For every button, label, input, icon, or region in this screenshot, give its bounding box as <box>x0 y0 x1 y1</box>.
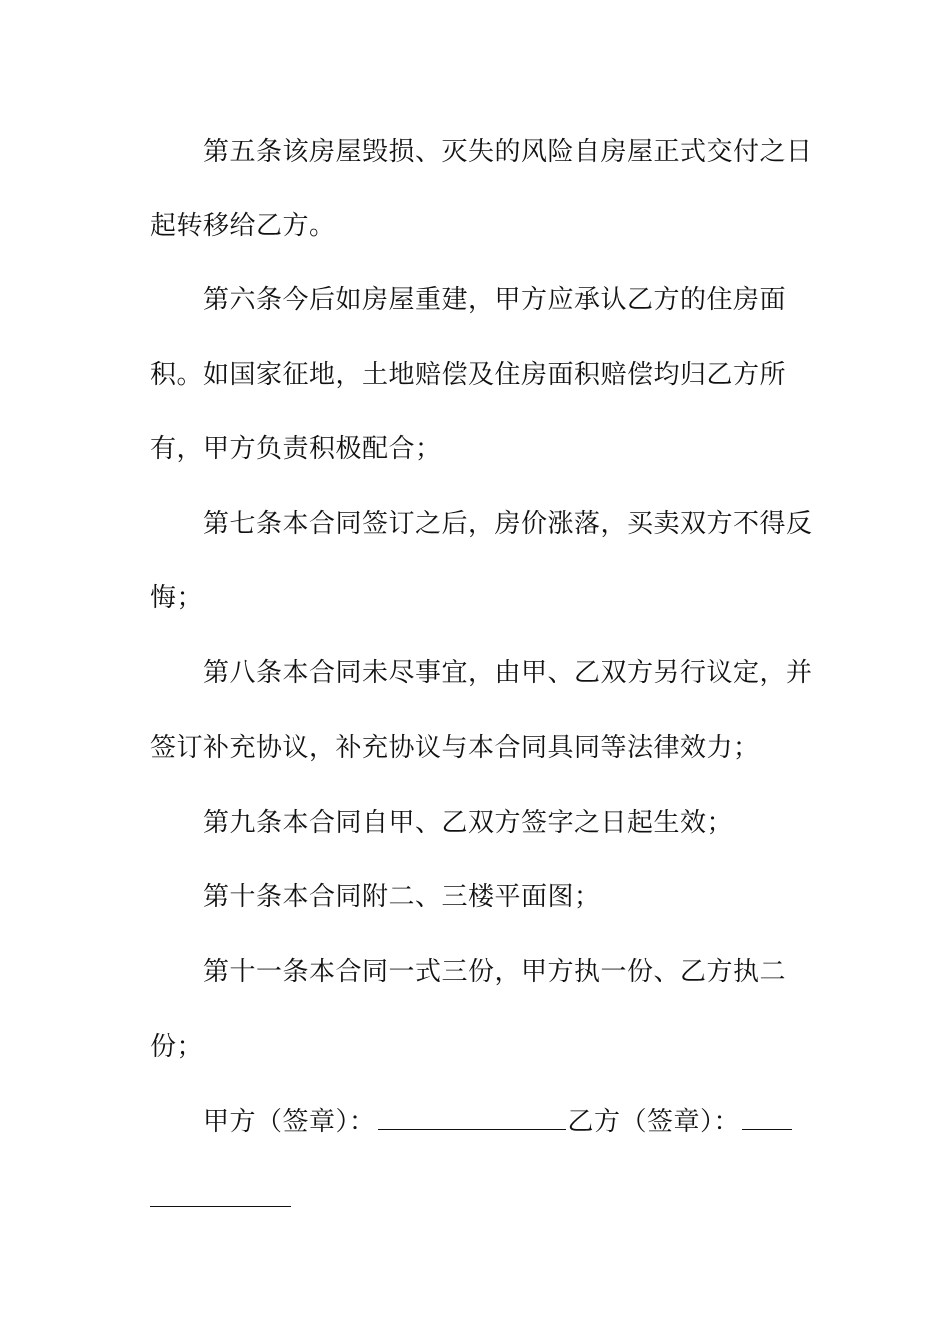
party-b-signature-blank-continued[interactable] <box>150 1206 291 1207</box>
party-b-signature-label: 乙方（签章）： <box>567 1107 741 1137</box>
paragraph-line: 第十条本合同附二、三楼平面图； <box>203 882 601 912</box>
paragraph-line: 第七条本合同签订之后，房价涨落，买卖双方不得反 <box>203 509 813 539</box>
party-a-signature-blank[interactable] <box>378 1109 566 1130</box>
party-b-signature-blank[interactable] <box>742 1109 792 1130</box>
paragraph-line: 悔； <box>150 583 204 613</box>
paragraph-line: 第十一条本合同一式三份，甲方执一份、乙方执二 <box>203 957 787 987</box>
paragraph-line: 第八条本合同未尽事宜，由甲、乙双方另行议定，并 <box>203 658 813 688</box>
paragraph-line: 签订补充协议，补充协议与本合同具同等法律效力； <box>150 733 760 763</box>
paragraph-line: 份； <box>150 1032 204 1062</box>
paragraph-line: 有，甲方负责积极配合； <box>150 434 442 464</box>
signature-line <box>203 1105 794 1139</box>
paragraph-line: 积。如国家征地，土地赔偿及住房面积赔偿均归乙方所 <box>150 360 787 390</box>
party-a-signature-label: 甲方（签章）： <box>203 1107 376 1137</box>
paragraph-line: 第六条今后如房屋重建，甲方应承认乙方的住房面 <box>203 285 787 315</box>
paragraph-line: 第五条该房屋毁损、灭失的风险自房屋正式交付之日 <box>203 137 813 167</box>
paragraph-line: 第九条本合同自甲、乙双方签字之日起生效； <box>203 808 734 838</box>
paragraph-line: 起转移给乙方。 <box>150 211 336 241</box>
